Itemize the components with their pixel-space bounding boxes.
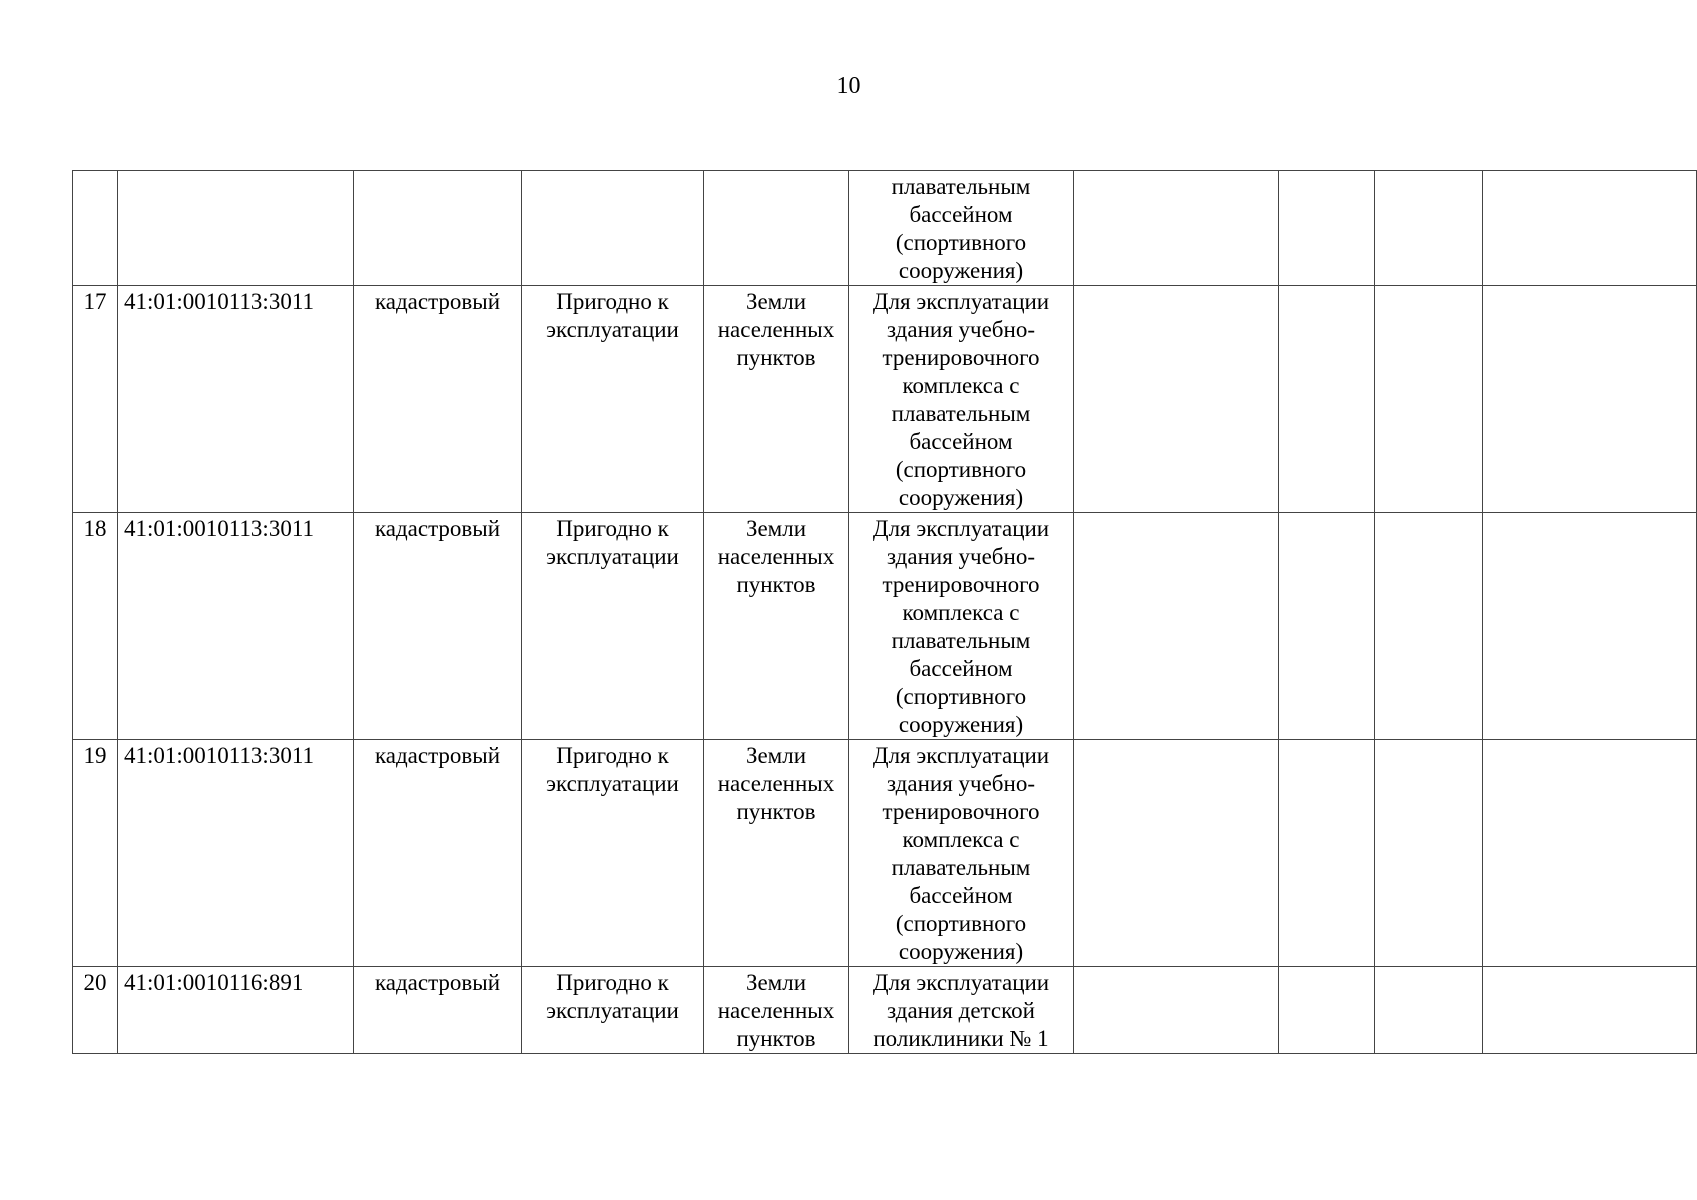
cell-number-type <box>354 171 522 286</box>
text-line: Для эксплуатации <box>872 743 1050 768</box>
table-row <box>73 286 1697 513</box>
cell-empty <box>1074 967 1279 1054</box>
text-line: тренировочного <box>882 799 1040 824</box>
land-register-table <box>72 170 1697 1054</box>
cell-empty <box>1279 286 1375 513</box>
page-number: 10 <box>836 73 861 99</box>
cell-empty <box>1074 286 1279 513</box>
cell-num <box>73 171 118 286</box>
cell-empty <box>1375 740 1483 967</box>
text-line: эксплуатации <box>546 317 679 342</box>
text-line: (спортивного <box>895 684 1027 709</box>
cell-number-type: кадастровый <box>354 286 522 513</box>
text-line: бассейном <box>909 429 1013 454</box>
cell-cadastral-number: 41:01:0010113:3011 <box>118 513 354 740</box>
text-line: здания учебно- <box>887 544 1035 569</box>
text-line: плавательным <box>891 855 1031 880</box>
cell-empty <box>1375 967 1483 1054</box>
cell-number-type: кадастровый <box>354 513 522 740</box>
text-line: Земли <box>745 743 807 768</box>
cell-num: 19 <box>73 740 118 967</box>
cell-num: 18 <box>73 513 118 740</box>
cell-empty <box>1279 171 1375 286</box>
text-line: эксплуатации <box>546 544 679 569</box>
cell-empty <box>1483 740 1697 967</box>
text-line: пунктов <box>736 345 816 370</box>
text-line: бассейном <box>909 202 1013 227</box>
text-line: комплекса с <box>902 827 1020 852</box>
text-line: Земли <box>745 970 807 995</box>
text-line: эксплуатации <box>546 771 679 796</box>
cell-empty <box>1483 967 1697 1054</box>
cell-cadastral-number: 41:01:0010116:891 <box>118 967 354 1054</box>
cell-empty <box>1375 286 1483 513</box>
text-line: плавательным <box>891 628 1031 653</box>
text-line: (спортивного <box>895 911 1027 936</box>
text-line: комплекса с <box>902 373 1020 398</box>
text-line: Земли <box>745 516 807 541</box>
text-line: Для эксплуатации <box>872 970 1050 995</box>
cell-empty <box>1279 740 1375 967</box>
cell-permitted-use <box>849 171 1074 286</box>
cell-empty <box>1279 967 1375 1054</box>
cell-land-category <box>704 967 849 1054</box>
text-line: сооружения) <box>898 712 1024 737</box>
text-line: комплекса с <box>902 600 1020 625</box>
cell-land-category <box>704 286 849 513</box>
text-line: тренировочного <box>882 345 1040 370</box>
text-line: сооружения) <box>898 258 1024 283</box>
text-line: Для эксплуатации <box>872 289 1050 314</box>
table-row <box>73 513 1697 740</box>
text-line: сооружения) <box>898 485 1024 510</box>
cell-empty <box>1483 513 1697 740</box>
cell-empty <box>1483 171 1697 286</box>
cell-land-category <box>704 171 849 286</box>
cell-condition <box>522 967 704 1054</box>
cell-condition <box>522 513 704 740</box>
text-line: Для эксплуатации <box>872 516 1050 541</box>
text-line: пунктов <box>736 799 816 824</box>
text-line: (спортивного <box>895 457 1027 482</box>
text-line: сооружения) <box>898 939 1024 964</box>
text-line: плавательным <box>891 174 1031 199</box>
cell-permitted-use <box>849 740 1074 967</box>
table-row <box>73 967 1697 1054</box>
text-line: Пригодно к <box>556 743 669 768</box>
text-line: населенных <box>717 544 835 569</box>
text-line: Пригодно к <box>556 516 669 541</box>
table-row <box>73 740 1697 967</box>
cell-number-type: кадастровый <box>354 740 522 967</box>
text-line: здания детской <box>887 998 1035 1023</box>
cell-land-category <box>704 513 849 740</box>
text-line: поликлиники № 1 <box>873 1026 1049 1051</box>
cell-empty <box>1375 513 1483 740</box>
text-line: пунктов <box>736 1026 816 1051</box>
text-line: Земли <box>745 289 807 314</box>
cell-permitted-use <box>849 286 1074 513</box>
text-line: тренировочного <box>882 572 1040 597</box>
text-line: пунктов <box>736 572 816 597</box>
cell-cadastral-number <box>118 171 354 286</box>
cell-empty <box>1483 286 1697 513</box>
text-line: эксплуатации <box>546 998 679 1023</box>
cell-empty <box>1074 740 1279 967</box>
cell-empty <box>1074 171 1279 286</box>
cell-condition <box>522 286 704 513</box>
text-line: плавательным <box>891 401 1031 426</box>
text-line: бассейном <box>909 883 1013 908</box>
cell-num: 20 <box>73 967 118 1054</box>
cell-land-category <box>704 740 849 967</box>
cell-empty <box>1375 171 1483 286</box>
cell-empty <box>1074 513 1279 740</box>
text-line: Пригодно к <box>556 970 669 995</box>
cell-empty <box>1279 513 1375 740</box>
cell-cadastral-number: 41:01:0010113:3011 <box>118 286 354 513</box>
text-line: Пригодно к <box>556 289 669 314</box>
cell-permitted-use <box>849 513 1074 740</box>
table-row-continued <box>73 171 1697 286</box>
cell-permitted-use <box>849 967 1074 1054</box>
cell-num: 17 <box>73 286 118 513</box>
text-line: здания учебно- <box>887 317 1035 342</box>
cell-condition <box>522 171 704 286</box>
cell-condition <box>522 740 704 967</box>
text-line: (спортивного <box>895 230 1027 255</box>
text-line: бассейном <box>909 656 1013 681</box>
cell-cadastral-number: 41:01:0010113:3011 <box>118 740 354 967</box>
text-line: населенных <box>717 771 835 796</box>
text-line: населенных <box>717 998 835 1023</box>
cell-number-type: кадастровый <box>354 967 522 1054</box>
text-line: населенных <box>717 317 835 342</box>
text-line: здания учебно- <box>887 771 1035 796</box>
